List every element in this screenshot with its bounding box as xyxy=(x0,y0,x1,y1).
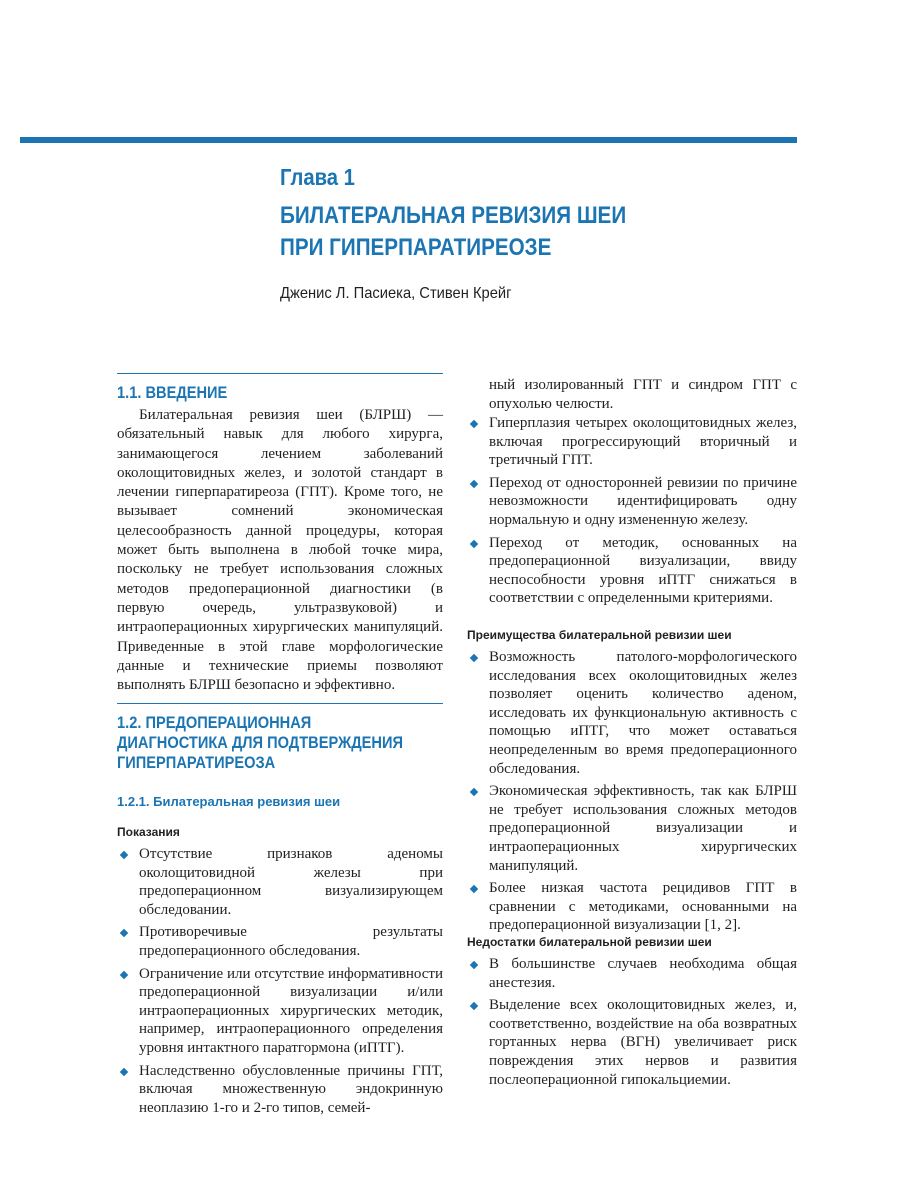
bullet-diamond-icon xyxy=(120,851,128,859)
list-item-text: Возможность патолого-морфологического исследования всех околощитовидных желез позволяет оценить количество аденом, исследовать их функциональную активность с помощью иПТГ, что может оставаться неопределенным во время предоперационного обследования. xyxy=(489,649,797,777)
authors: Дженис Л. Пасиека, Стивен Крейг xyxy=(280,285,512,302)
list-item-text: Гиперплазия четырех околощитовидных желез, включая прогрессирующий вторичный и третичный ГПТ. xyxy=(489,415,797,469)
list-item-text: Более низкая частота рецидивов ГПТ в сравнении с методиками, основанными на предоперационной визуализации [1, 2]. xyxy=(489,880,797,934)
bullet-diamond-icon xyxy=(470,420,478,428)
bullet-diamond-icon xyxy=(470,654,478,662)
bullet-diamond-icon xyxy=(120,929,128,937)
list-item xyxy=(467,996,797,1089)
list-item-text: Наследственно обусловленные причины ГПТ, включая множественную эндокринную неоплазию 1-го и 2-го типов, семей- xyxy=(139,1062,443,1116)
chapter-title-line-1: БИЛАТЕРАЛЬНАЯ РЕВИЗИЯ ШЕИ xyxy=(280,202,627,229)
chapter-title xyxy=(280,200,626,264)
list-item xyxy=(467,414,797,470)
bullet-diamond-icon xyxy=(470,480,478,488)
list-item xyxy=(117,1062,443,1118)
list-item-text: Противоречивые результаты предоперационного обследования. xyxy=(139,924,443,959)
chapter-title-line-2: ПРИ ГИПЕРПАРАТИРЕОЗЕ xyxy=(280,234,552,261)
list-item xyxy=(467,534,797,608)
list-item xyxy=(467,782,797,875)
advantages-list xyxy=(467,648,797,939)
indications-continuation: ный изолированный ГПТ и синдром ГПТ с опухолью челюсти. xyxy=(489,377,797,412)
disadvantages-label: Недостатки билатеральной ревизии шеи xyxy=(467,935,712,949)
bullet-diamond-icon xyxy=(470,788,478,796)
list-item xyxy=(467,879,797,935)
bullet-diamond-icon xyxy=(120,1067,128,1075)
list-item-text: В большинстве случаев необходима общая анестезия. xyxy=(489,956,797,991)
indications-label: Показания xyxy=(117,825,180,839)
bullet-diamond-icon xyxy=(120,970,128,978)
section-rule-diagnostics xyxy=(117,703,443,704)
list-item xyxy=(117,845,443,919)
list-item-text: Экономическая эффективность, так как БЛРШ не требует использования сложных методов предоперационной визуализации и интраоперационных хирургических манипуляций. xyxy=(489,783,797,874)
list-item-text: Выделение всех околощитовидных желез, и, соответственно, воздействие на оба возвратных гортанных нерва (ВГН) увеличивает риск повреждения этих нервов и развития послеоперационной гипокальциемии. xyxy=(489,997,797,1088)
list-item xyxy=(117,965,443,1058)
bullet-diamond-icon xyxy=(470,1002,478,1010)
chapter-label: Глава 1 xyxy=(280,164,355,190)
disadvantages-list xyxy=(467,955,797,1093)
list-item xyxy=(467,474,797,530)
top-rule xyxy=(20,137,797,143)
intro-paragraph: Билатеральная ревизия шеи (БЛРШ) — обязательный навык для любого хирурга, занимающегося лечением заболеваний околощитовидных желез, и золотой стандарт в лечении гиперпаратиреоза (ГПТ). Кроме того, не вызывает сомнений экономическая целесообразность данной процедуры, которая может быть выполнена в любой точке мира, поскольку не требует использования сложных методов предоперационной диагностики (в первую очередь, ультразвуковой) и интраоперационных хирургических манипуляций. Приведенные в этой главе морфологические данные и технические приемы позволяют выполнять БЛРШ безопасно и эффективно. xyxy=(117,407,443,694)
indications-list-continued xyxy=(467,414,797,612)
subsection-heading: 1.2.1. Билатеральная ревизия шеи xyxy=(117,794,341,809)
section-heading-diagnostics-line-3: ГИПЕРПАРАТИРЕОЗА xyxy=(117,753,276,772)
section-heading-diagnostics xyxy=(117,713,403,773)
list-item-text: Переход от методик, основанных на предоперационной визуализации, ввиду неспособности уровня иПТГ снижаться в соответствии с определенными критериями. xyxy=(489,534,797,607)
list-item-text: Переход от односторонней ревизии по причине невозможности идентифицировать одну нормальную и одну измененную железу. xyxy=(489,474,797,528)
section-rule-intro xyxy=(117,373,443,374)
list-item xyxy=(467,955,797,992)
bullet-diamond-icon xyxy=(470,961,478,969)
bullet-diamond-icon xyxy=(470,539,478,547)
bullet-diamond-icon xyxy=(470,885,478,893)
advantages-label: Преимущества билатеральной ревизии шеи xyxy=(467,628,732,642)
list-item xyxy=(117,923,443,960)
section-heading-intro: 1.1. ВВЕДЕНИЕ xyxy=(117,383,228,402)
list-item xyxy=(467,648,797,778)
section-heading-diagnostics-line-1: 1.2. ПРЕДОПЕРАЦИОННАЯ xyxy=(117,713,312,732)
indications-list xyxy=(117,845,443,1121)
section-heading-diagnostics-line-2: ДИАГНОСТИКА ДЛЯ ПОДТВЕРЖДЕНИЯ xyxy=(117,733,403,752)
list-item-text: Ограничение или отсутствие информативности предоперационной визуализации и/или интраоперационных хирургических методик, например, интраоперационного определения уровня интактного паратгормона (иПТГ). xyxy=(139,965,443,1056)
list-item-text: Отсутствие признаков аденомы околощитовидной железы при предоперационном визуализирующем обследовании. xyxy=(139,846,443,918)
